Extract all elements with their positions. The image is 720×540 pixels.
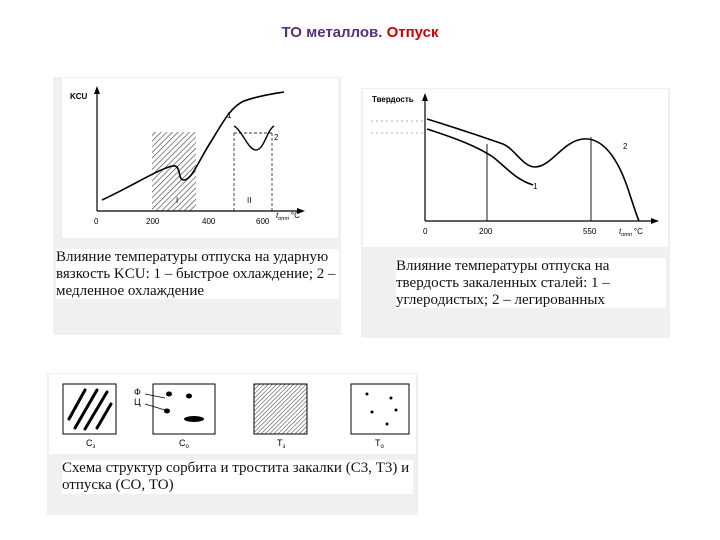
structure-label-sz: $С_з$: [86, 438, 96, 450]
kcu-x-tick-200: 200: [146, 217, 160, 226]
hardness-chart: [363, 89, 668, 247]
legend-label-f: Ф: [134, 387, 141, 397]
structure-label-so: $С_о$: [179, 438, 189, 450]
hardness-y-label: Твердость: [372, 95, 414, 104]
legend-label-c: Ц: [134, 397, 141, 407]
structure-label-to: $Т_о$: [375, 438, 384, 450]
structure-box-sz: [63, 384, 116, 434]
hardness-x-label: $t_{отп}$ °C: [619, 227, 643, 238]
kcu-x-tick-600: 600: [256, 217, 270, 226]
title-part-1: ТО металлов.: [281, 24, 383, 41]
kcu-caption: Влияние температуры отпуска на ударную вязкость KCU: 1 – быстрое охлаждение; 2 – медленное охлаждение: [56, 249, 339, 299]
hardness-x-tick-0: 0: [423, 227, 428, 236]
kcu-y-label: KCU: [70, 92, 88, 101]
kcu-chart: [62, 78, 338, 238]
hardness-x-tick-200: 200: [479, 227, 493, 236]
kcu-zone-label-i: I: [176, 196, 179, 205]
structure-box-tz: [254, 384, 307, 434]
title-part-2: Отпуск: [386, 24, 439, 41]
structures-diagram: [49, 374, 416, 454]
kcu-x-tick-0: 0: [94, 217, 99, 226]
structure-box-to: [351, 384, 409, 434]
hardness-curve-label-2: 2: [623, 142, 628, 151]
slide-title: [0, 24, 720, 41]
kcu-curve-label-1: 1: [227, 111, 232, 120]
kcu-zone-label-ii: II: [247, 196, 252, 205]
hardness-curve-label-1: 1: [533, 182, 538, 191]
hardness-x-tick-550: 550: [583, 227, 597, 236]
kcu-x-tick-400: 400: [202, 217, 216, 226]
kcu-x-label: $t_{отп}$ °C: [276, 211, 300, 222]
kcu-curve-label-2: 2: [274, 133, 279, 142]
hardness-caption: Влияние температуры отпуска на твердость закаленных сталей: 1 – углеродистых; 2 – легированных: [396, 258, 666, 308]
structures-caption: Схема структур сорбита и тростита закалки (С3, Т3) и отпуска (СО, ТО): [62, 460, 413, 494]
structure-label-tz: $Т_з$: [277, 438, 286, 450]
